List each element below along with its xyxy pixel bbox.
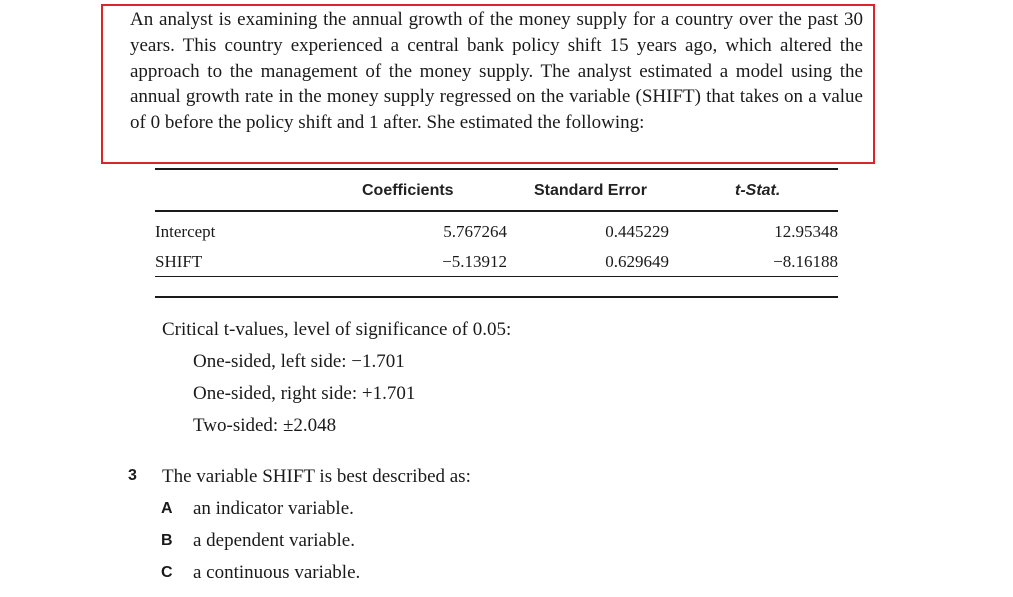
option-a-text[interactable]: an indicator variable. xyxy=(193,498,354,519)
option-c-text[interactable]: a continuous variable. xyxy=(193,562,361,583)
critical-value-left: One-sided, left side: −1.701 xyxy=(193,351,405,372)
passage-text: An analyst is examining the annual growth of the money supply for a country over the past 30 years. This country experienced a central bank policy shift 15 years ago, which altered the approach to the management of the money supply. The analyst estimated a model using the annual growth rate in the money supply regressed on the variable (SHIFT) that takes on a value of 0 before the policy shift and 1 after. She estimated the following: xyxy=(130,9,863,134)
row-shift-coefficient: −5.13912 xyxy=(442,252,507,271)
header-coefficients: Coefficients xyxy=(362,182,454,199)
critical-value-two-sided: Two-sided: ±2.048 xyxy=(193,415,337,436)
row-intercept-t-stat: 12.95348 xyxy=(774,222,838,241)
row-intercept-standard-error: 0.445229 xyxy=(605,222,669,241)
table-row-rule xyxy=(155,276,838,277)
critical-value-right: One-sided, right side: +1.701 xyxy=(193,383,416,404)
critical-values-title: Critical t-values, level of significance of 0.05: xyxy=(162,319,512,340)
question-number: 3 xyxy=(128,467,137,484)
header-t-stat: t-Stat. xyxy=(735,182,781,199)
row-intercept-label: Intercept xyxy=(155,222,216,241)
row-shift-label: SHIFT xyxy=(155,252,203,271)
table-bottom-rule xyxy=(155,296,838,298)
table-header-rule xyxy=(155,210,838,212)
header-standard-error: Standard Error xyxy=(534,182,647,199)
table-top-rule xyxy=(155,168,838,170)
question-text: The variable SHIFT is best described as: xyxy=(162,466,471,487)
row-shift-standard-error: 0.629649 xyxy=(605,252,669,271)
row-shift-t-stat: −8.16188 xyxy=(773,252,838,271)
option-c-letter: C xyxy=(161,564,173,581)
option-a-letter: A xyxy=(161,500,173,517)
row-intercept-coefficient: 5.767264 xyxy=(443,222,507,241)
option-b-letter: B xyxy=(161,532,173,549)
option-b-text[interactable]: a dependent variable. xyxy=(193,530,355,551)
